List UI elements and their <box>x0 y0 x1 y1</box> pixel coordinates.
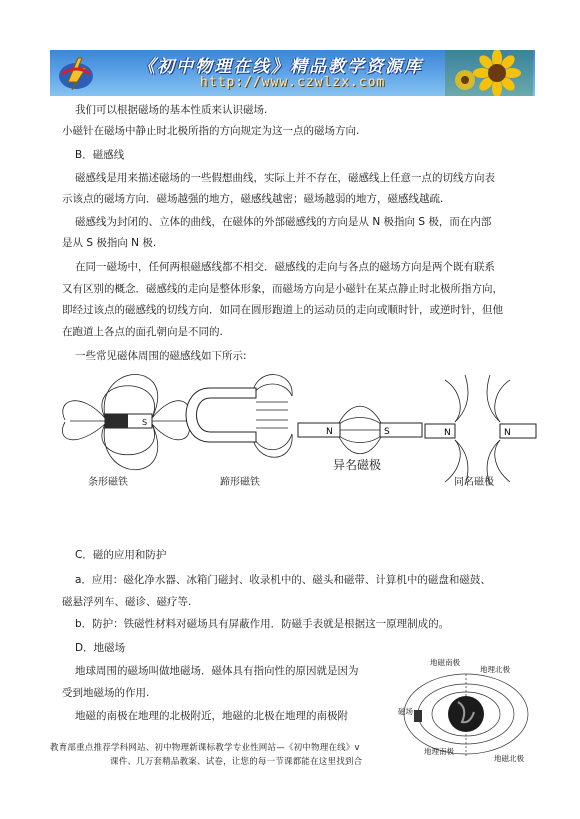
like-pole-n-label-left: N <box>444 428 451 438</box>
caption-opposite-poles: 异名磁极 <box>333 458 382 472</box>
opposite-pole-s-label: S <box>384 427 390 437</box>
text-line-9: 即经过该点的磁感线的切线方向．如同在圆形跑道上的运动员的走向或顺时针，或逆时针，但他 <box>62 304 503 316</box>
footer-line-2: 课件、几万套精品教案、试卷，让您的每一节课都能在这里找到合 <box>110 757 363 767</box>
label-geomagnetic-south: 地磁南极 <box>430 658 460 667</box>
text-line-10: 在跑道上各点的面孔朝向是不同的. <box>62 326 223 338</box>
caption-horseshoe-magnet: 蹄形磁铁 <box>220 477 260 488</box>
caption-bar-magnet: 条形磁铁 <box>88 477 128 488</box>
site-logo-icon <box>56 54 96 92</box>
text-line-13: 磁悬浮列车、磁诊、磁疗等. <box>62 596 192 608</box>
opposite-pole-n-label: N <box>326 427 333 437</box>
banner-title: 《初中物理在线》精品教学资源库 <box>138 57 423 77</box>
text-line-5: 磁感线为封闭的、立体的曲线，在磁体的外部磁感线的方向是从 N 极指向 S 极，而在内部 <box>75 216 492 228</box>
footer-line-1: 教育部重点推荐学科网站、初中物理新课标教学专业性网站—《初中物理在线》v <box>50 743 360 753</box>
text-line-15: 地球周围的磁场叫做地磁场．磁体具有指向性的原因就是因为 <box>75 665 359 677</box>
text-line-17: 地磁的南极在地理的北极附近，地磁的北极在地理的南极附 <box>75 710 348 722</box>
like-pole-n-label-right: N <box>504 428 511 438</box>
text-line-1: 我们可以根据磁场的基本性质来认识磁场. <box>75 104 268 116</box>
header-banner <box>50 50 535 96</box>
horseshoe-field <box>252 375 292 458</box>
text-line-2: 小磁针在磁场中静止时北极所指的方向规定为这一点的磁场方向. <box>62 125 360 137</box>
text-line-8: 又有区别的概念．磁感线的走向是整体形象，而磁场方向是小磁针在某点静止时北极所指方向， <box>62 283 503 295</box>
label-field: 磁场 <box>398 707 413 716</box>
magnetic-field-figure <box>60 370 540 490</box>
bar-magnet-s-label: S <box>142 418 148 427</box>
text-line-3: 磁感线是用来描述磁场的一些假想曲线，实际上并不存在，磁感线上任意一点的切线方向表 <box>75 172 495 184</box>
text-line-16: 受到地磁场的作用. <box>62 687 150 699</box>
label-geomagnetic-north: 地磁北极 <box>494 754 524 763</box>
section-heading-d: D．地磁场 <box>75 642 126 654</box>
caption-like-poles: 同名磁极 <box>454 477 494 488</box>
label-geographic-south: 地理南极 <box>424 747 454 756</box>
opposite-pole-magnet-left <box>298 423 340 437</box>
horseshoe-magnet <box>186 388 256 442</box>
earth-magnetic-field-figure <box>396 652 536 772</box>
text-line-12: a．应用：磁化净水器、冰箱门磁封、收录机中的、磁头和磁带、计算机中的磁盘和磁鼓、 <box>75 574 491 586</box>
banner-url[interactable]: http://www.czwlzx.com <box>200 75 386 90</box>
text-line-7: 在同一磁场中，任何两根磁感线都不相交．磁感线的走向与各点的磁场方向是两个既有联系 <box>75 261 495 273</box>
text-line-14: b．防护：铁磁性材料对磁场具有屏蔽作用．防磁手表就是根据这一原理制成的。 <box>75 618 450 630</box>
opposite-poles-field <box>338 406 382 454</box>
section-heading-b: B．磁感线 <box>75 149 125 161</box>
sunflower-icon <box>445 50 533 96</box>
section-heading-c: C．磁的应用和防护 <box>75 549 167 561</box>
label-geographic-north: 地理北极 <box>480 665 510 674</box>
text-line-4: 示该点的磁场方向．磁场越强的地方，磁感线越密；磁场越弱的地方，磁感线越疏. <box>62 193 444 205</box>
text-line-11: 一些常见磁体周围的磁感线如下所示: <box>75 350 247 362</box>
text-line-6: 是从 S 极指向 N 极. <box>62 237 157 249</box>
